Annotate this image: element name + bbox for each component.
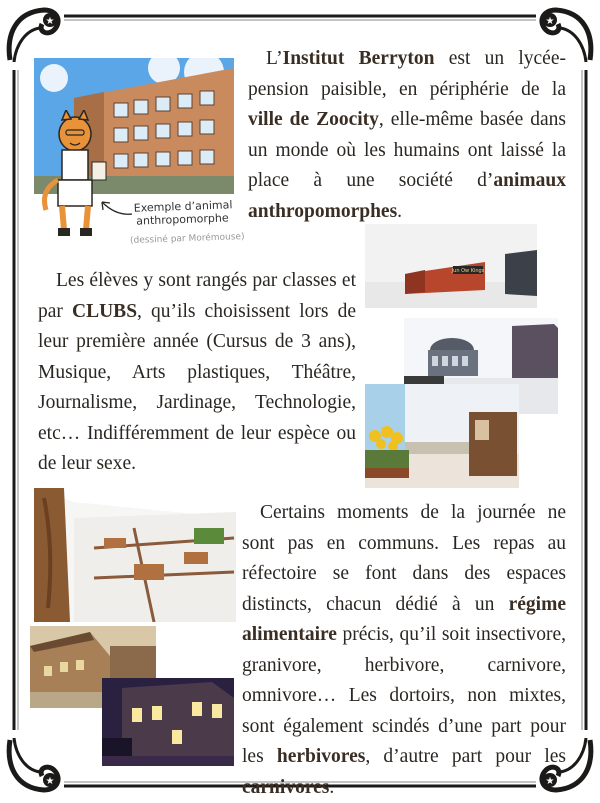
intro-paragraph — [248, 44, 566, 227]
p1-text-1: L’ — [266, 48, 283, 69]
p3-bold-carnivores: carnivores — [242, 776, 330, 798]
p3-text-2: précis, qu’il soit insectivore, granivore, herbivore, carnivore, omnivore… Les dortoirs, non mixtes, sont également scindés d’une part pour les — [242, 624, 566, 767]
corner-ornament-top-left — [4, 4, 66, 66]
p1-bold-animaux: animaux anthropomorphes — [248, 170, 566, 222]
p2-bold-clubs: CLUBS — [72, 300, 138, 322]
cafeteria-render — [34, 488, 236, 622]
caption-line-2: anthropomorphe — [136, 211, 229, 228]
campus-render-building — [365, 224, 537, 308]
dormitory-render-night — [102, 678, 234, 766]
p3-text-1: Certains moments de la journée ne sont pas en communs. Les repas au réfectoire se font dans des espaces distincts, chacun dédié à un — [242, 502, 566, 615]
caption-arrow — [96, 196, 136, 220]
svg-text:★: ★ — [45, 776, 55, 787]
p1-text-4: . — [397, 200, 403, 222]
building-sign: Jun Ow Kings — [451, 268, 485, 274]
p3-text-3: , d’autre part pour les — [365, 746, 566, 767]
illustration-credit: (dessiné par Morémouse) — [129, 232, 245, 246]
tiger-character-icon — [40, 110, 110, 244]
diet-paragraph — [242, 498, 566, 803]
p1-bold-institut: Institut Berryton — [282, 48, 435, 69]
svg-text:★: ★ — [45, 16, 55, 27]
svg-text:★: ★ — [545, 16, 555, 27]
p1-text-3: , elle-même basée dans un monde où les humains ont laissé la place à une société d’ — [248, 109, 566, 191]
p1-text-2: est un lycée-pension paisible, en périphérie de la — [248, 48, 566, 100]
p2-text-2: , qu’ils choisissent lors de leur première année (Cursus de 3 ans), Musique, Arts plastiques, Théâtre, Journalisme, Jardinage, Technologie, etc… Indifféremment de leur espèce ou de leur sexe. — [38, 300, 356, 474]
campus-render-garden — [365, 384, 519, 488]
illustration-caption — [134, 198, 234, 227]
p3-bold-herbivores: herbivores — [276, 746, 366, 767]
p2-text-1: Les élèves y sont rangés par classes et par — [38, 270, 356, 322]
svg-text:★: ★ — [545, 776, 555, 787]
clubs-paragraph — [38, 266, 356, 480]
caption-line-1: Exemple d’animal — [133, 198, 233, 215]
p3-bold-regime: régime alimentaire — [242, 593, 566, 645]
corner-ornament-bottom-left — [4, 734, 66, 796]
p1-bold-ville: ville de Zoocity — [248, 109, 379, 130]
p3-text-4: . — [329, 776, 335, 798]
